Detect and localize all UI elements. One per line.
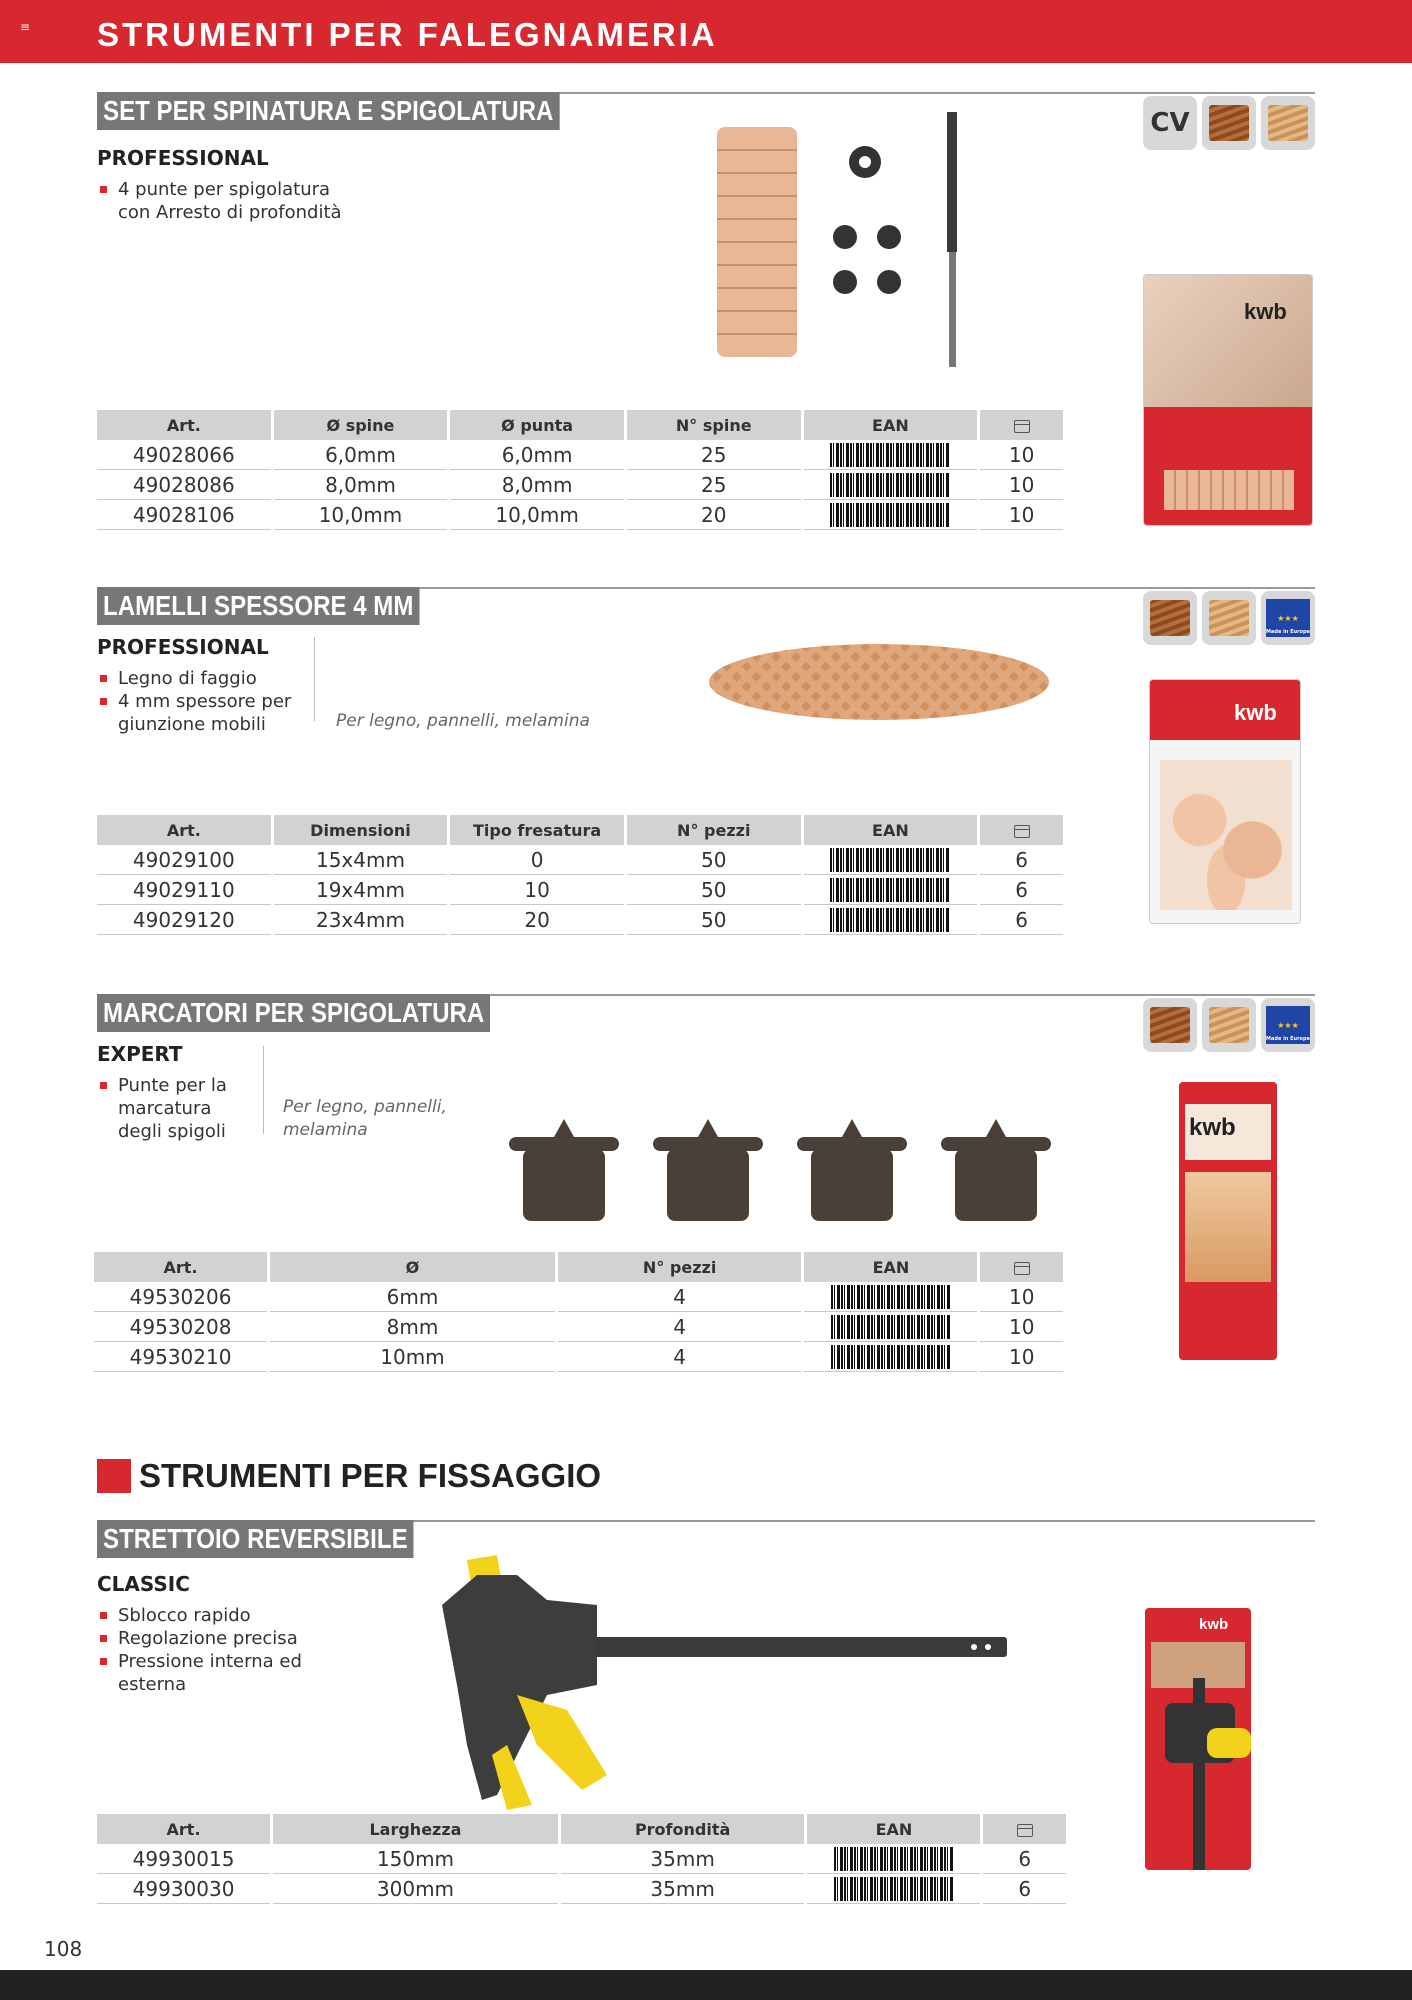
hardwood-icon bbox=[1143, 998, 1197, 1052]
column-header: Larghezza bbox=[273, 1814, 558, 1844]
page-footer-bar bbox=[0, 1970, 1412, 2000]
cell-pack: 10 bbox=[980, 1282, 1063, 1312]
column-header: N° pezzi bbox=[558, 1252, 802, 1282]
spec-table bbox=[94, 410, 1066, 530]
table-row bbox=[97, 500, 1063, 530]
cell: 8,0mm bbox=[450, 470, 624, 500]
cell: 35mm bbox=[561, 1844, 805, 1874]
package-icon bbox=[983, 1814, 1066, 1844]
cell: 25 bbox=[627, 440, 801, 470]
feature-list bbox=[97, 667, 297, 736]
cv-badge: CV bbox=[1143, 96, 1197, 150]
biscuit-image bbox=[707, 642, 1052, 722]
product-grade: PROFESSIONAL bbox=[97, 635, 269, 659]
feature-item: Sblocco rapido bbox=[97, 1604, 317, 1627]
brand-logo: kwb bbox=[1189, 1114, 1236, 1141]
cell-art: 49530208 bbox=[94, 1312, 267, 1342]
clamp-handle bbox=[517, 1695, 607, 1790]
cell: 20 bbox=[450, 905, 624, 935]
dowel-stack bbox=[717, 127, 797, 357]
hardwood-icon bbox=[1202, 96, 1256, 150]
cell: 15x4mm bbox=[274, 845, 448, 875]
cell: 8mm bbox=[270, 1312, 555, 1342]
usage-note: Per legno, pannelli, melamina bbox=[283, 1097, 447, 1140]
ean-barcode bbox=[804, 470, 978, 500]
table-row bbox=[97, 845, 1063, 875]
table-row bbox=[97, 470, 1063, 500]
ean-barcode bbox=[804, 440, 978, 470]
section-title: LAMELLI SPESSORE 4 MM bbox=[97, 587, 419, 625]
cell: 4 bbox=[558, 1342, 802, 1372]
feature-list bbox=[97, 1074, 257, 1143]
cell-art: 49029120 bbox=[97, 905, 271, 935]
table-row bbox=[94, 1342, 1063, 1372]
feature-list bbox=[97, 1604, 317, 1696]
cell-art: 49028066 bbox=[97, 440, 271, 470]
marker-3 bbox=[797, 1119, 907, 1221]
feature-item: 4 mm spessore per giunzione mobili bbox=[97, 690, 297, 736]
column-header: EAN bbox=[804, 815, 978, 845]
eu-label: Made in Europe bbox=[1266, 1036, 1310, 1042]
cell: 10,0mm bbox=[274, 500, 448, 530]
column-header: Art. bbox=[94, 1252, 267, 1282]
table-header-row bbox=[97, 1814, 1066, 1844]
softwood-icon bbox=[1202, 591, 1256, 645]
cell: 8,0mm bbox=[274, 470, 448, 500]
cell: 6,0mm bbox=[450, 440, 624, 470]
usage-note: Per legno, pannelli, melamina bbox=[336, 711, 590, 731]
ean-barcode bbox=[804, 500, 978, 530]
section-clamp bbox=[97, 1520, 1315, 1900]
packaging-image bbox=[1143, 274, 1313, 526]
cell: 10mm bbox=[270, 1342, 555, 1372]
cell: 4 bbox=[558, 1312, 802, 1342]
feature-icons bbox=[1143, 96, 1315, 150]
brand-logo: kwb bbox=[1234, 700, 1277, 725]
cell-pack: 10 bbox=[980, 470, 1063, 500]
product-grade: PROFESSIONAL bbox=[97, 146, 269, 170]
column-header: Art. bbox=[97, 815, 271, 845]
column-header: Art. bbox=[97, 410, 271, 440]
cell: 50 bbox=[627, 845, 801, 875]
feature-item: 4 punte per spigolatura con Arresto di profondità bbox=[97, 178, 357, 224]
column-header: EAN bbox=[804, 1252, 977, 1282]
cell-art: 49930030 bbox=[97, 1874, 270, 1904]
column-header: Ø spine bbox=[274, 410, 448, 440]
ean-barcode bbox=[804, 905, 978, 935]
cell: 50 bbox=[627, 905, 801, 935]
eu-flag-icon: ★★★ Made in Europe bbox=[1261, 998, 1315, 1052]
cell: 6mm bbox=[270, 1282, 555, 1312]
section-title: STRETTOIO REVERSIBILE bbox=[97, 1520, 414, 1558]
packaging-image bbox=[1149, 679, 1301, 924]
feature-list bbox=[97, 178, 357, 224]
brand-logo: kwb bbox=[1244, 299, 1287, 324]
cell-pack: 10 bbox=[980, 1342, 1063, 1372]
feature-item: Pressione interna ed esterna bbox=[97, 1650, 317, 1696]
dowel-set-image bbox=[707, 112, 1067, 372]
cell-art: 49530206 bbox=[94, 1282, 267, 1312]
product-grade: CLASSIC bbox=[97, 1572, 190, 1596]
cell-pack: 6 bbox=[983, 1874, 1066, 1904]
feature-icons bbox=[1143, 591, 1315, 645]
cell-art: 49029100 bbox=[97, 845, 271, 875]
cell: 19x4mm bbox=[274, 875, 448, 905]
drill-bit bbox=[947, 112, 957, 367]
marker-4 bbox=[941, 1119, 1051, 1221]
category-marker bbox=[97, 1459, 131, 1493]
cell: 4 bbox=[558, 1282, 802, 1312]
cell: 20 bbox=[627, 500, 801, 530]
cell-pack: 10 bbox=[980, 440, 1063, 470]
package-icon bbox=[980, 815, 1063, 845]
column-header: N° pezzi bbox=[627, 815, 801, 845]
marker-1 bbox=[509, 1119, 619, 1221]
marker-2 bbox=[653, 1119, 763, 1221]
ean-barcode bbox=[804, 1282, 977, 1312]
table-header-row bbox=[94, 1252, 1063, 1282]
eu-label: Made in Europe bbox=[1266, 629, 1310, 635]
spec-table bbox=[91, 1252, 1066, 1372]
table-row bbox=[97, 875, 1063, 905]
table-row bbox=[97, 1844, 1066, 1874]
table-row bbox=[97, 440, 1063, 470]
feature-item: Legno di faggio bbox=[97, 667, 297, 690]
cell-art: 49029110 bbox=[97, 875, 271, 905]
product-grade: EXPERT bbox=[97, 1042, 183, 1066]
clamp-image bbox=[437, 1545, 1017, 1815]
cell-pack: 6 bbox=[980, 875, 1063, 905]
ean-barcode bbox=[804, 1312, 977, 1342]
ean-barcode bbox=[804, 875, 978, 905]
column-header: Dimensioni bbox=[274, 815, 448, 845]
cell-pack: 10 bbox=[980, 1312, 1063, 1342]
spec-table bbox=[94, 1814, 1069, 1904]
dowel-markers-image bbox=[507, 1119, 1052, 1229]
packaging-image bbox=[1145, 1608, 1251, 1870]
cell-art: 49930015 bbox=[97, 1844, 270, 1874]
cell-pack: 10 bbox=[980, 500, 1063, 530]
cell-art: 49028106 bbox=[97, 500, 271, 530]
clamp-bar bbox=[537, 1637, 1007, 1657]
cell-pack: 6 bbox=[980, 845, 1063, 875]
ean-barcode bbox=[807, 1844, 980, 1874]
ean-barcode bbox=[804, 845, 978, 875]
cell: 0 bbox=[450, 845, 624, 875]
feature-icons bbox=[1143, 998, 1315, 1052]
category-title: STRUMENTI PER FISSAGGIO bbox=[139, 1457, 602, 1494]
package-icon bbox=[980, 1252, 1063, 1282]
feature-item: Regolazione precisa bbox=[97, 1627, 317, 1650]
column-header: EAN bbox=[807, 1814, 980, 1844]
table-header-row bbox=[97, 815, 1063, 845]
eu-flag-icon: ★★★ Made in Europe bbox=[1261, 591, 1315, 645]
cell: 23x4mm bbox=[274, 905, 448, 935]
ean-barcode bbox=[804, 1342, 977, 1372]
cell: 25 bbox=[627, 470, 801, 500]
feature-item: Punte per la marcatura degli spigoli bbox=[97, 1074, 257, 1143]
package-icon bbox=[980, 410, 1063, 440]
column-header: Ø bbox=[270, 1252, 555, 1282]
vertical-divider bbox=[263, 1046, 264, 1134]
table-row bbox=[97, 1874, 1066, 1904]
cell: 10 bbox=[450, 875, 624, 905]
column-header: EAN bbox=[804, 410, 978, 440]
column-header: N° spine bbox=[627, 410, 801, 440]
table-row bbox=[94, 1312, 1063, 1342]
cell: 10,0mm bbox=[450, 500, 624, 530]
section-markers bbox=[97, 994, 1315, 1384]
cell: 150mm bbox=[273, 1844, 558, 1874]
page-header-bar bbox=[0, 0, 1412, 63]
cell-art: 49530210 bbox=[94, 1342, 267, 1372]
cell: 50 bbox=[627, 875, 801, 905]
section-title: MARCATORI PER SPIGOLATURA bbox=[97, 994, 490, 1032]
cell-pack: 6 bbox=[980, 905, 1063, 935]
page-number: 108 bbox=[44, 1937, 83, 1961]
table-header-row bbox=[97, 410, 1063, 440]
packaging-image bbox=[1179, 1082, 1277, 1360]
brand-logo: kwb bbox=[1199, 1616, 1229, 1633]
hardwood-icon bbox=[1143, 591, 1197, 645]
spec-table bbox=[94, 815, 1066, 935]
menu-icon[interactable]: ≡ bbox=[20, 20, 31, 34]
column-header: Profondità bbox=[561, 1814, 805, 1844]
cell-art: 49028086 bbox=[97, 470, 271, 500]
vertical-divider bbox=[314, 637, 315, 721]
column-header: Tipo fresatura bbox=[450, 815, 624, 845]
section-biscuits bbox=[97, 587, 1315, 947]
table-row bbox=[94, 1282, 1063, 1312]
column-header: Ø punta bbox=[450, 410, 624, 440]
ean-barcode bbox=[807, 1874, 980, 1904]
softwood-icon bbox=[1261, 96, 1315, 150]
page-title: STRUMENTI PER FALEGNAMERIA bbox=[97, 16, 718, 53]
cell: 35mm bbox=[561, 1874, 805, 1904]
table-row bbox=[97, 905, 1063, 935]
column-header: Art. bbox=[97, 1814, 270, 1844]
cell: 6,0mm bbox=[274, 440, 448, 470]
cell-pack: 6 bbox=[983, 1844, 1066, 1874]
softwood-icon bbox=[1202, 998, 1256, 1052]
section-dowel-set bbox=[97, 92, 1315, 542]
cell: 300mm bbox=[273, 1874, 558, 1904]
section-title: SET PER SPINATURA E SPIGOLATURA bbox=[97, 92, 559, 130]
